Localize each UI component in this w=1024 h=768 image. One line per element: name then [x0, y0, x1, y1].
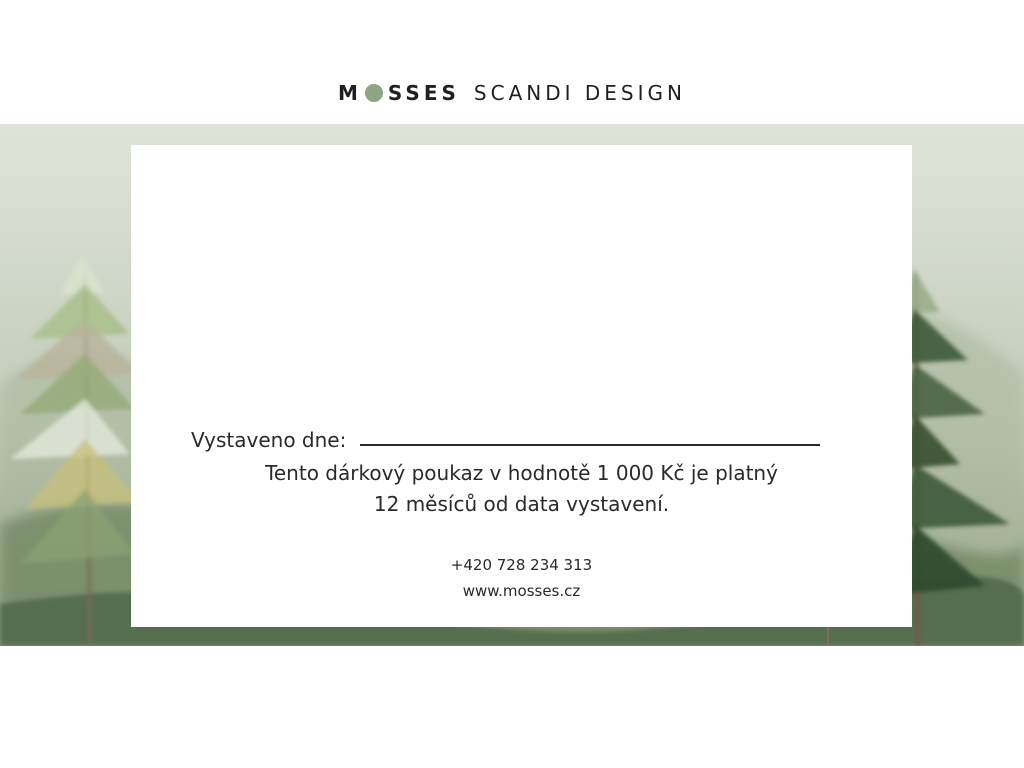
issued-date-row: [191, 424, 831, 452]
validity-line-1: Tento dárkový poukaz v hodnotě 1 000 Kč je platný: [265, 461, 778, 485]
moss-dot-icon: [365, 84, 383, 102]
validity-line-2: 12 měsíců od data vystavení.: [373, 492, 670, 516]
brand-logo: [0, 78, 1024, 108]
brand-letter-m: M: [338, 81, 362, 105]
issued-date-label: Vystaveno dne:: [191, 428, 347, 452]
contact-info: [131, 552, 912, 604]
brand-tagline: SCANDI DESIGN: [473, 81, 686, 105]
website-link[interactable]: www.mosses.cz: [462, 582, 581, 600]
validity-text: [131, 458, 912, 520]
brand-letters-sses: SSES: [387, 81, 460, 105]
voucher-card: [131, 145, 912, 627]
issued-date-blank-line: [360, 444, 820, 446]
phone-number: +420 728 234 313: [450, 556, 593, 574]
brand-name-bold: [338, 81, 460, 105]
